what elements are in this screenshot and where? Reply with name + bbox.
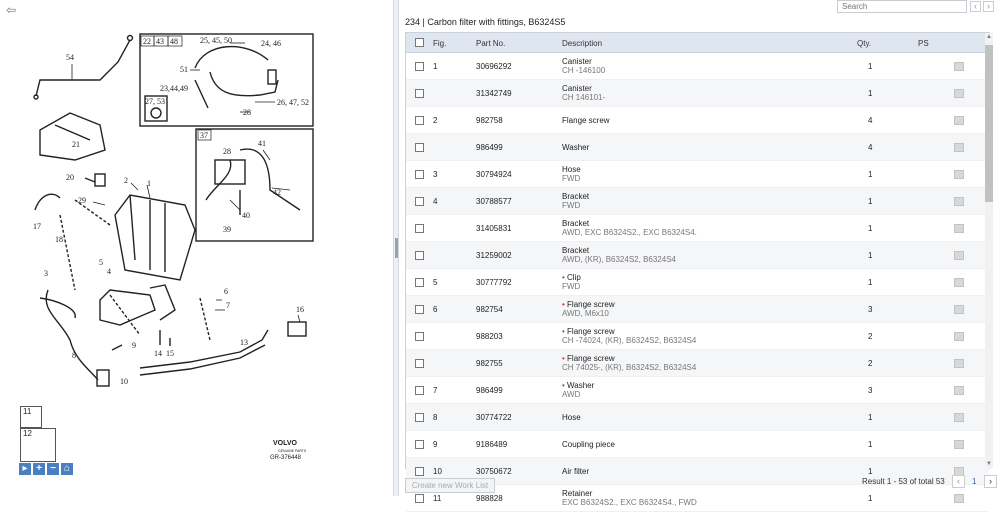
row-desc-main: Bracket <box>562 246 590 255</box>
row-part-no[interactable]: 31259002 <box>476 251 512 260</box>
row-description <box>562 381 594 399</box>
row-qty: 3 <box>868 386 873 395</box>
row-desc-main: Flange screw <box>567 300 615 309</box>
row-part-no[interactable]: 982755 <box>476 359 503 368</box>
row-description <box>562 354 696 372</box>
svg-text:21: 21 <box>72 140 80 149</box>
row-fig: 3 <box>433 170 438 179</box>
svg-text:15: 15 <box>166 349 174 358</box>
row-desc-main: Hose <box>562 165 581 174</box>
row-qty: 1 <box>868 278 873 287</box>
back-arrow-icon[interactable]: ⇦ <box>6 3 17 17</box>
panel-header <box>399 0 1000 32</box>
row-desc-main: Clip <box>567 273 581 282</box>
search-input[interactable] <box>837 0 967 13</box>
row-part-no[interactable]: 30696292 <box>476 62 512 71</box>
diagram-zoom-toolbar <box>19 463 73 475</box>
row-desc-main: Bracket <box>562 219 590 228</box>
add-to-list-icon[interactable] <box>954 170 964 179</box>
row-checkbox[interactable] <box>415 332 424 341</box>
row-desc-main: Coupling piece <box>562 440 615 449</box>
svg-text:22: 22 <box>143 37 151 46</box>
col-part-no[interactable]: Part No. <box>476 39 506 48</box>
svg-text:5: 5 <box>99 258 103 267</box>
row-part-no[interactable]: 986499 <box>476 386 503 395</box>
note-bullet-icon: • <box>562 381 568 390</box>
note-bullet-icon: • <box>562 327 568 336</box>
add-to-list-icon[interactable] <box>954 359 964 368</box>
svg-text:20: 20 <box>66 173 74 182</box>
row-part-no[interactable]: 9186489 <box>476 440 508 449</box>
svg-text:6: 6 <box>224 287 228 296</box>
row-desc-sub: AWD, EXC B6324S2., EXC B6324S4. <box>562 228 697 237</box>
table-row[interactable] <box>406 161 989 188</box>
add-to-list-icon[interactable] <box>954 413 964 422</box>
exploded-diagram[interactable] <box>0 0 393 496</box>
svg-text:43: 43 <box>156 37 164 46</box>
scroll-up-icon[interactable]: ▲ <box>986 34 992 40</box>
row-desc-sub: CH 146101- <box>562 93 606 102</box>
row-fig: 10 <box>433 467 442 476</box>
row-fig: 2 <box>433 116 438 125</box>
row-checkbox[interactable] <box>415 251 424 260</box>
row-desc-main: Air filter <box>562 467 590 476</box>
table-row[interactable] <box>406 350 989 377</box>
row-desc-sub: FWD <box>562 174 581 183</box>
row-description <box>562 440 615 449</box>
search-prev-button[interactable]: ‹ <box>970 1 981 12</box>
table-row[interactable] <box>406 242 989 269</box>
add-to-list-icon[interactable] <box>954 440 964 449</box>
row-desc-main: Bracket <box>562 192 590 201</box>
row-checkbox[interactable] <box>415 359 424 368</box>
row-fig: 8 <box>433 413 438 422</box>
row-fig: 5 <box>433 278 438 287</box>
table-row[interactable] <box>406 80 989 107</box>
row-qty: 2 <box>868 359 873 368</box>
create-work-list-button[interactable]: Create new Work List <box>405 478 495 493</box>
row-description <box>562 413 581 422</box>
splitter-grip[interactable] <box>395 238 398 258</box>
row-description <box>562 84 605 102</box>
volvo-logo-text: VOLVO <box>273 440 297 447</box>
row-checkbox[interactable] <box>415 62 424 71</box>
row-qty: 1 <box>868 197 873 206</box>
row-qty: 1 <box>868 251 873 260</box>
svg-text:27, 53: 27, 53 <box>145 97 165 106</box>
row-desc-main: Canister <box>562 84 592 93</box>
row-qty: 1 <box>868 89 873 98</box>
row-desc-main: Canister <box>562 57 592 66</box>
row-desc-sub: AWD, M6x10 <box>562 309 609 318</box>
table-footer <box>399 472 1000 496</box>
row-part-no[interactable]: 30774722 <box>476 413 512 422</box>
row-description <box>562 57 605 75</box>
row-qty: 4 <box>868 143 873 152</box>
row-desc-main: Hose <box>562 413 581 422</box>
table-header <box>406 33 989 53</box>
row-desc-sub: CH 74025-, (KR), B6324S2, B6324S4 <box>562 363 697 372</box>
table-row[interactable] <box>406 134 989 161</box>
row-description <box>562 273 581 291</box>
svg-text:GENUINE PARTS: GENUINE PARTS <box>278 449 307 453</box>
table-row[interactable] <box>406 215 989 242</box>
row-qty: 1 <box>868 494 873 503</box>
row-fig: 6 <box>433 305 438 314</box>
row-qty: 2 <box>868 332 873 341</box>
row-part-no[interactable]: 986499 <box>476 143 503 152</box>
table-body <box>406 53 989 512</box>
thumbnail-11[interactable]: 11 <box>20 406 42 428</box>
row-qty: 1 <box>868 440 873 449</box>
row-checkbox[interactable] <box>415 116 424 125</box>
row-part-no[interactable]: 30750672 <box>476 467 512 476</box>
row-qty: 1 <box>868 224 873 233</box>
add-to-list-icon[interactable] <box>954 278 964 287</box>
add-to-list-icon[interactable] <box>954 386 964 395</box>
row-desc-sub: CH -74024, (KR), B6324S2, B6324S4 <box>562 336 697 345</box>
row-qty: 1 <box>868 467 873 476</box>
svg-text:7: 7 <box>226 301 230 310</box>
col-qty[interactable]: Qty. <box>857 39 872 48</box>
table-scrollbar[interactable] <box>985 33 993 468</box>
row-checkbox[interactable] <box>415 197 424 206</box>
home-icon[interactable]: ⌂ <box>61 463 73 475</box>
svg-text:14: 14 <box>154 349 162 358</box>
svg-text:48: 48 <box>170 37 178 46</box>
row-checkbox[interactable] <box>415 143 424 152</box>
add-to-list-icon[interactable] <box>954 143 964 152</box>
zoom-out-icon[interactable]: − <box>47 463 59 475</box>
svg-text:13: 13 <box>240 338 248 347</box>
col-ps[interactable]: PS <box>918 39 929 48</box>
note-bullet-icon: • <box>562 354 568 363</box>
row-description <box>562 165 581 183</box>
parts-list-panel <box>399 0 1000 507</box>
svg-text:17: 17 <box>33 222 41 231</box>
table-row[interactable] <box>406 431 989 458</box>
table-row[interactable] <box>406 107 989 134</box>
next-page-button[interactable]: › <box>984 475 997 488</box>
row-fig: 9 <box>433 440 438 449</box>
svg-text:18: 18 <box>55 235 63 244</box>
select-all-checkbox[interactable] <box>415 38 424 47</box>
row-checkbox[interactable] <box>415 170 424 179</box>
svg-text:8: 8 <box>72 351 76 360</box>
row-description <box>562 116 610 125</box>
row-fig: 7 <box>433 386 438 395</box>
prev-page-button[interactable]: ‹ <box>952 475 965 488</box>
row-checkbox[interactable] <box>415 278 424 287</box>
row-desc-main: Flange screw <box>567 327 615 336</box>
search-next-button[interactable]: › <box>983 1 994 12</box>
row-desc-sub: AWD <box>562 390 581 399</box>
row-description <box>562 192 589 210</box>
svg-text:41: 41 <box>258 139 266 148</box>
row-description <box>562 327 696 345</box>
svg-text:23,44,49: 23,44,49 <box>160 84 188 93</box>
svg-text:51: 51 <box>180 65 188 74</box>
table-row[interactable] <box>406 188 989 215</box>
row-checkbox[interactable] <box>415 386 424 395</box>
table-row[interactable] <box>406 377 989 404</box>
note-bullet-icon: • <box>562 273 568 282</box>
row-desc-sub: AWD, (KR), B6324S2, B6324S4 <box>562 255 676 264</box>
row-desc-main: Flange screw <box>562 116 610 125</box>
svg-text:24, 46: 24, 46 <box>261 39 281 48</box>
table-row[interactable] <box>406 404 989 431</box>
row-qty: 1 <box>868 413 873 422</box>
table-row[interactable] <box>406 53 989 80</box>
row-desc-main: Retainer <box>562 489 593 498</box>
add-to-list-icon[interactable] <box>954 116 964 125</box>
add-to-list-icon[interactable] <box>954 305 964 314</box>
add-to-list-icon[interactable] <box>954 89 964 98</box>
table-row[interactable] <box>406 269 989 296</box>
add-to-list-icon[interactable] <box>954 224 964 233</box>
svg-text:39: 39 <box>223 225 231 234</box>
row-qty: 4 <box>868 116 873 125</box>
row-part-no[interactable]: 30788577 <box>476 197 512 206</box>
note-bullet-icon: • <box>562 300 568 309</box>
row-checkbox[interactable] <box>415 305 424 314</box>
svg-text:10: 10 <box>120 377 128 386</box>
add-to-list-icon[interactable] <box>954 62 964 71</box>
row-desc-main: Flange screw <box>567 354 615 363</box>
row-qty: 1 <box>868 62 873 71</box>
row-part-no[interactable]: 982758 <box>476 116 503 125</box>
row-fig: 4 <box>433 197 438 206</box>
svg-text:9: 9 <box>132 341 136 350</box>
row-part-no[interactable]: 988203 <box>476 332 503 341</box>
row-part-no[interactable]: 31405831 <box>476 224 512 233</box>
row-fig: 11 <box>433 494 442 503</box>
current-page[interactable]: 1 <box>972 477 977 486</box>
svg-text:40: 40 <box>242 211 250 220</box>
svg-text:26, 47, 52: 26, 47, 52 <box>277 98 309 107</box>
table-row[interactable] <box>406 296 989 323</box>
row-fig: 1 <box>433 62 438 71</box>
add-to-list-icon[interactable] <box>954 197 964 206</box>
add-to-list-icon[interactable] <box>954 332 964 341</box>
row-desc-sub: FWD <box>562 201 581 210</box>
svg-text:4: 4 <box>107 267 111 276</box>
row-checkbox[interactable] <box>415 440 424 449</box>
row-part-no[interactable]: 30794924 <box>476 170 512 179</box>
row-desc-main: Washer <box>562 143 590 152</box>
col-fig[interactable]: Fig. <box>433 39 447 48</box>
row-qty: 3 <box>868 305 873 314</box>
row-qty: 1 <box>868 170 873 179</box>
scroll-down-icon[interactable]: ▼ <box>986 461 992 467</box>
row-part-no[interactable]: 988828 <box>476 494 503 503</box>
row-desc-sub: EXC B6324S2., EXC B6324S4., FWD <box>562 498 697 507</box>
row-checkbox[interactable] <box>415 413 424 422</box>
svg-text:25, 45, 50: 25, 45, 50 <box>200 36 232 45</box>
row-description <box>562 246 676 264</box>
svg-text:37: 37 <box>200 131 208 140</box>
row-description <box>562 219 697 237</box>
row-checkbox[interactable] <box>415 224 424 233</box>
svg-text:28: 28 <box>223 147 231 156</box>
svg-text:29: 29 <box>78 196 86 205</box>
row-checkbox[interactable] <box>415 89 424 98</box>
svg-text:28: 28 <box>243 108 251 117</box>
row-description <box>562 143 589 152</box>
svg-text:3: 3 <box>44 269 48 278</box>
pointer-icon[interactable]: ▸ <box>19 463 31 475</box>
row-part-no[interactable]: 31342749 <box>476 89 512 98</box>
svg-text:1: 1 <box>147 179 151 188</box>
row-part-no[interactable]: 982754 <box>476 305 503 314</box>
section-title: 234 | Carbon filter with fittings, B6324S5 <box>405 17 566 27</box>
thumbnail-12[interactable]: 12 <box>20 428 56 462</box>
svg-text:42: 42 <box>273 188 281 197</box>
row-description <box>562 300 615 318</box>
parts-diagram-panel <box>0 0 393 496</box>
row-desc-main: Washer <box>567 381 595 390</box>
row-part-no[interactable]: 30777792 <box>476 278 512 287</box>
svg-text:2: 2 <box>124 176 128 185</box>
row-desc-sub: FWD <box>562 282 581 291</box>
zoom-in-icon[interactable]: + <box>33 463 45 475</box>
table-row[interactable] <box>406 323 989 350</box>
diagram-label-54: 54 <box>66 53 74 62</box>
row-desc-sub: CH -146100 <box>562 66 606 75</box>
add-to-list-icon[interactable] <box>954 251 964 260</box>
col-description[interactable]: Description <box>562 39 603 48</box>
svg-text:GR-376448: GR-376448 <box>270 455 302 461</box>
result-count: Result 1 - 53 of total 53 <box>862 477 945 486</box>
scrollbar-thumb[interactable] <box>985 45 993 202</box>
svg-text:16: 16 <box>296 305 304 314</box>
